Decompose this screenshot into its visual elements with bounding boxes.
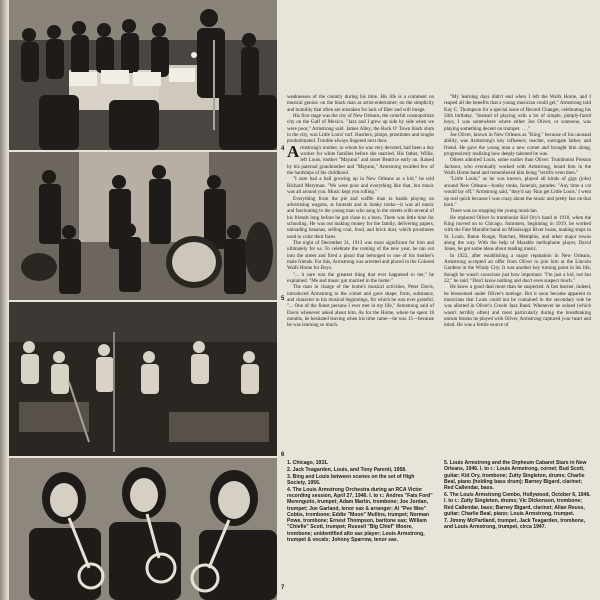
photo-number: 5 <box>281 296 285 302</box>
paragraph: "... it sure was the greatest thing that ever happened to me," he explained. "Me and music got married in the home." <box>287 271 434 284</box>
caption-item: 3. Bing and Louis between scenes on the set of High Society, 1956. <box>287 473 415 486</box>
article-column-right <box>444 94 591 474</box>
paragraph: He knew a good deal more than he suspected. A fast learner, indeed, he blossomed under Oliver's tutelage. But it soon became apparent to musicians that Louis could not be contained in the secondary role he was allotted in Oliver's Creole Jazz Band. Whenever he soloed (which wasn't terribly often) and most particularly during the breathtaking unison breaks he played with Oliver, Armstrong captured your heart and mind. He was a fertile source of <box>444 284 591 329</box>
photo-orchestra-session <box>9 0 277 150</box>
paragraph: "Little Louis," as he was known, played all kinds of gigs (jobs) around New Orleans—honky tonks, funerals, parades. "Any time a cat would lay off," Armstrong said, "they'd say 'Run get Little Louis.' I went up real quick because I was crazy about the music and pretty fast on that horn." <box>444 176 591 208</box>
caption-item: 5. Louis Armstrong and the Orpheum Cabaret Stars in New Orleans, 1946. l. to r.: Louis Armstrong, cornet; Bud Scott, guitar; Kid Ory, trombone; Zutty Singleton, drums; Charlie Beal, piano (holding bass drum); Barney Bigard, clarinet; Red Callendar, bass. <box>444 460 587 492</box>
photo-column <box>9 0 285 600</box>
book-spine <box>0 0 9 600</box>
paragraph: "My learning days didn't end when I left the Waifs Home, and I reaped all the benefits that a young musician could get," Armstrong told Kay C. Thompson for a special issue of Record Changer, celebrating his 50th birthday. "Instead of playing with a lot of simple, pimply-faced boys, I was somewhere where either Joe Oliver, or someone, was playing something decent on trumpet. . . ." <box>444 94 591 132</box>
article-column-left <box>287 94 434 414</box>
photo-cabaret-stars <box>9 152 277 300</box>
paragraph: Others admired Louis, some earlier than Oliver. Trombonist Preston Jackson, who eventually worked with Armstrong, heard him in the Waifs Home band and remembered him being "terrific even then." <box>444 157 591 177</box>
paragraph: weaknesses of the country during his time. His life is a comment on musical genius: on the black man as artist-entertainer; on the simplicity and humility that often are mistaken for lack of fiber and will image. <box>287 94 434 113</box>
paragraph: "I sure had a ball growing up in New Orleans as a kid," he told Richard Meryman. "We were poor and everything like that, but music was all around you. Music kept you rolling." <box>287 176 434 196</box>
paragraph: Armstrong's mother, to whom he was very devoted, had been a day worker for white families before she married. His father, Willie, left Louis, mother "Mayann" and sister Beatrice early on. Raised by his paternal grandmother and "Mayann," Armstrong recalled few of the hardships of his childhood. <box>287 141 434 177</box>
caption-item: 7. Jimmy McPartland, trumpet, Jack Teagarden, trombone, and Louis Armstrong, trumpet, circa 1947. <box>444 517 586 530</box>
caption-item: 1. Chicago, 1931. <box>287 460 329 466</box>
caption-item: 2. Jack Teagarden, Louis, and Tony Parenti, 1958. <box>287 466 407 473</box>
photo-captions-left <box>287 460 434 544</box>
photo-orchestra-image <box>9 0 277 150</box>
caption-item: 4. The Louis Armstrong Orchestra during an RCA Victor recording session, April 27, 1946. l. to r.: Andres "Fats Ford" Merenguito, trumpet; Adam Martin, trombone; Joe Jordan, trumpet; Joe Garland, tenor sax & arranger; Al "Pee Wee" Cobbs, trombone; Eddie "Moon" Mullins, trumpet; Norman Powe, trombone; Ernest Thompson, baritone sax; William "Chiefie" Scott, trumpet; Russell "Big Chief" Moore, trombone; unidentified alto sax player; Louis Armstrong, trumpet & vocals; Johnny Sparrow, tenor sax. <box>287 486 433 544</box>
photo-three-trumpeters <box>9 458 277 600</box>
photo-number: 4 <box>281 146 285 152</box>
paragraph: Everything from the pie and waffle man to bands playing on advertising wagons, at funerals and in honky tonks—it was all music and fascinating to the young man who sang in the streets with several of his friends long before he got close to a horn. There was little time for schooling. He was out making money for the family, delivering papers, unloading bananas, selling coal, food, and brick dust, which prostitutes used to color their faces. <box>287 195 434 240</box>
photo-combo-image <box>9 302 277 456</box>
photo-armstrong-combo <box>9 302 277 456</box>
photo-number: 6 <box>281 452 285 458</box>
paragraph: The night of December 31, 1913 was most significant for him and ultimately for us. To celebrate the coming of the new year, he ran out into the street and fired a pistol that belonged to one of his mother's male friends. For this, Armstrong was arrested and placed in the Colored Waifs Home for Boys. <box>287 239 434 272</box>
paragraph: His first stage was the city of New Orleans, the colorful cosmopolitan city on the Gulf of Mexico. "Jazz and I grew up side by side when we were poor," Armstrong said. James Alley, the Back O' Town black slum in the city, was Little Louis' turf. Hustlers, pimps, prostitutes and toughs predominated. Trouble always lingered next door. <box>287 113 434 145</box>
paragraph: He replaced Oliver in trombonist Kid Ory's band in 1918, when the King moved on to Chicago. Summers, beginning in 1919, he worked with the Fate Marable band on Mississippi River boats, making stops in St. Louis, Baton Rouge, Natchez, Memphis, and other major towns along the way. With the help of Marable mellophone player, David Jones, he got some ideas about reading music. <box>444 214 591 253</box>
caption-item: 6. The Louis Armstrong Combo, Hollywood, October 6, 1946. l. to r.: Zutty Singleton, drums; Vic Dickenson, trombone; Red Callendar, bass; Barney Bigard, clarinet; Allan Reuss, guitar; Charlie Beal, piano; Louis Armstrong, trumpet. <box>444 491 591 517</box>
photo-captions-right <box>444 460 592 531</box>
photo-cabaret-image <box>9 152 277 300</box>
paragraph: There was no stopping the young musician. <box>450 208 538 215</box>
photo-number: 7 <box>281 585 285 591</box>
photo-trumpeters-image <box>9 458 277 600</box>
paragraph: The man in charge of the home's musical activities, Peter Davis, introduced Armstrong to the cornet and gave shape, form, substance, and character to his musical beginnings, for which he was ever grateful. "... One of the finest persons I ever met in my life," Armstrong said of Davis whenever asked about him. As for the Home, where he spent 18 months, he hesitated leaving when his time came—he was 15—because he was learning so much. <box>287 284 434 329</box>
paragraph: In 1922, after establishing a major reputation in New Orleans, Armstrong accepted an offer from Oliver to join him at the Lincoln Gardens in the Windy City. It was another key turning point in his life, though he wasn't conscious just how important: "I'm just a kid, not but 22," he said. "Don't know nothing and don't even suspect much." <box>444 252 591 284</box>
paragraph: Joe Oliver, known in New Orleans as "King," because of his unusual ability, was Armstrong's key influence, teacher, surrogate father, and friend. He gave the young man a new cornet and brought him along, progressively realizing how deeply talented he was. <box>444 132 591 158</box>
